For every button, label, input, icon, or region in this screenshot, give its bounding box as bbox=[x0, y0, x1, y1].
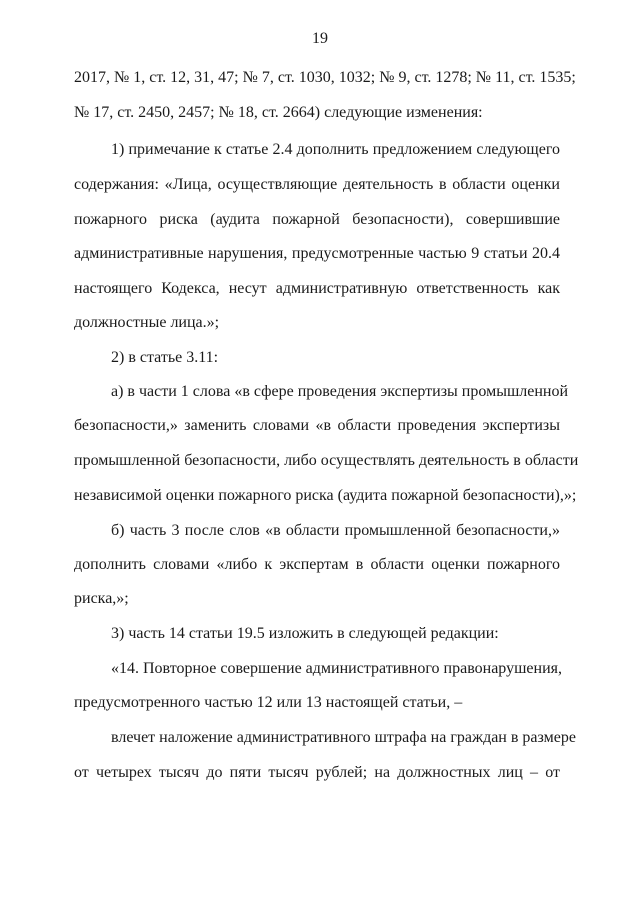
text-line: 3) часть 14 статьи 19.5 изложить в следующей редакции: bbox=[111, 625, 499, 642]
text-line: должностные лица.»; bbox=[74, 314, 220, 331]
text-line: б) часть 3 после слов «в области промышленной безопасности,» bbox=[111, 522, 560, 539]
text-line: влечет наложение административного штрафа на граждан в размере bbox=[111, 729, 576, 746]
text-line: пожарного риска (аудита пожарной безопасности), совершившие bbox=[74, 211, 560, 228]
text-line: безопасности,» заменить словами «в области проведения экспертизы bbox=[74, 417, 560, 434]
text-line: а) в части 1 слова «в сфере проведения экспертизы промышленной bbox=[111, 383, 569, 400]
text-line: административные нарушения, предусмотренные частью 9 статьи 20.4 bbox=[74, 245, 560, 262]
text-line: 1) примечание к статье 2.4 дополнить предложением следующего bbox=[111, 141, 560, 158]
text-line: предусмотренного частью 12 или 13 настоящей статьи, – bbox=[74, 694, 463, 711]
text-line: независимой оценки пожарного риска (аудита пожарной безопасности),»; bbox=[74, 487, 577, 504]
text-line: от четырех тысяч до пяти тысяч рублей; на должностных лиц – от bbox=[74, 764, 560, 781]
text-line: 2017, № 1, ст. 12, 31, 47; № 7, ст. 1030, 1032; № 9, ст. 1278; № 11, ст. 1535; bbox=[74, 69, 576, 86]
text-line: 2) в статье 3.11: bbox=[111, 349, 219, 366]
text-line: «14. Повторное совершение административного правонарушения, bbox=[111, 660, 562, 677]
text-line: содержания: «Лица, осуществляющие деятельность в области оценки bbox=[74, 176, 560, 193]
text-line: риска,»; bbox=[74, 590, 129, 607]
text-line: настоящего Кодекса, несут административную ответственность как bbox=[74, 280, 560, 297]
text-line: промышленной безопасности, либо осуществлять деятельность в области bbox=[74, 452, 579, 469]
text-line: № 17, ст. 2450, 2457; № 18, ст. 2664) следующие изменения: bbox=[74, 104, 483, 121]
page-number: 19 bbox=[312, 30, 328, 47]
text-line: дополнить словами «либо к экспертам в области оценки пожарного bbox=[74, 556, 560, 573]
